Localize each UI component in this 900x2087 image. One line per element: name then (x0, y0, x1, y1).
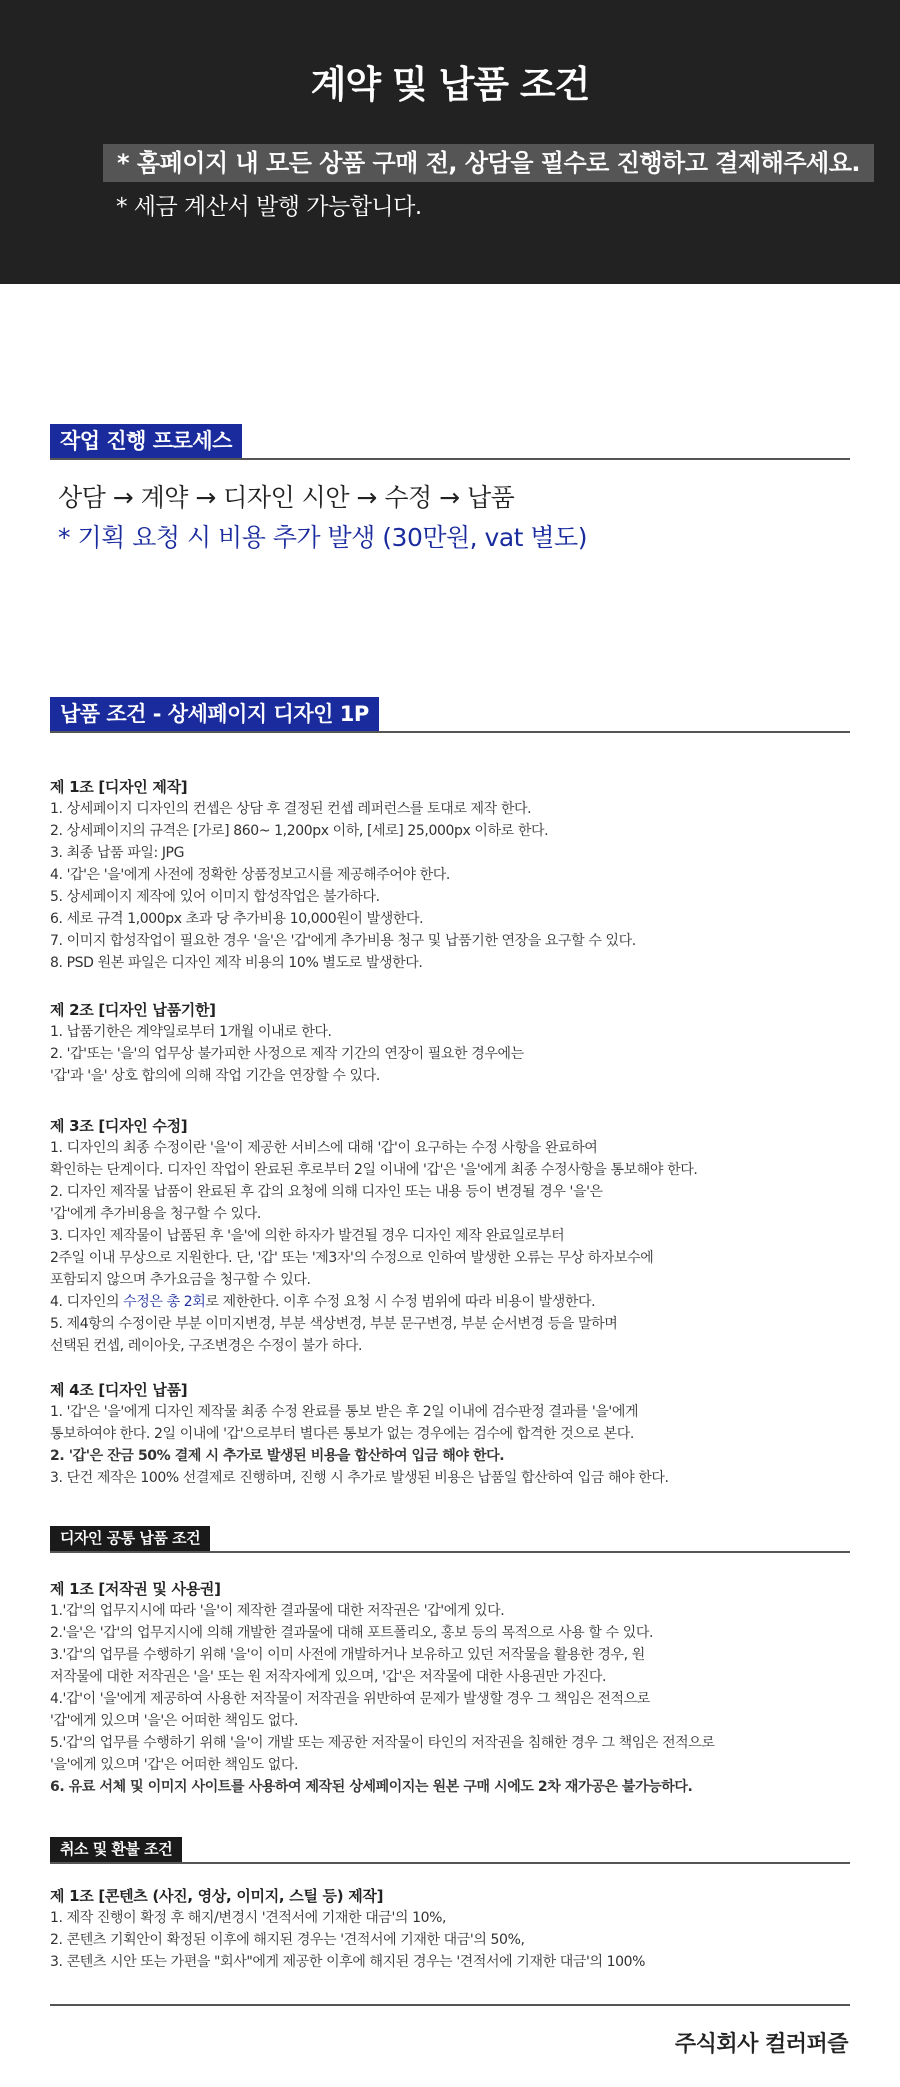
clause-line: 1. 납품기한은 계약일로부터 1개월 이내로 한다. (50, 1024, 332, 1040)
refund-section-heading (50, 1837, 850, 1864)
clause-line: 5. 제4항의 수정이란 부분 이미지변경, 부분 색상변경, 부분 문구변경, 부분 순서변경 등을 말하며 (50, 1316, 618, 1332)
process-flow (58, 478, 587, 558)
header-banner (0, 0, 900, 284)
page-title: 계약 및 납품 조건 (310, 63, 590, 106)
copyright-clause (50, 1578, 850, 1798)
revision-limit-prefix: 4. 디자인의 (50, 1294, 124, 1310)
clause-line: 3. 디자인 제작물이 납품된 후 '을'에 의한 하자가 발견될 경우 디자인 제작 완료일로부터 (50, 1228, 565, 1244)
clause-4-design-delivery (50, 1379, 850, 1489)
tax-invoice-notice: * 세금 계산서 발행 가능합니다. (116, 194, 422, 220)
clause-title: 제 1조 [저작권 및 사용권] (50, 1580, 221, 1598)
balance-payment-line: 2. '갑'은 잔금 50% 결제 시 추가로 발생된 비용을 합산하여 입금 해야 한다. (50, 1448, 505, 1464)
clause-line: 5. 상세페이지 제작에 있어 이미지 합성작업은 불가하다. (50, 889, 380, 905)
paid-font-notice-line: 6. 유료 서체 및 이미지 사이트를 사용하여 제작된 상세페이지는 원본 구매 시에도 2차 재가공은 불가능하다. (50, 1779, 693, 1795)
clause-line: 3. 콘텐츠 시안 또는 가편을 "회사"에게 제공한 이후에 해지된 경우는 '견적서에 기재한 대금'의 100% (50, 1954, 646, 1970)
clause-title: 제 2조 [디자인 납품기한] (50, 1001, 216, 1019)
clause-line: '을'에게 있으며 '갑'은 어떠한 책임도 없다. (50, 1757, 299, 1773)
clause-line: 3.'갑'의 업무를 수행하기 위해 '을'이 이미 사전에 개발하거나 보유하고 있던 저작물을 활용한 경우, 원 (50, 1647, 645, 1663)
process-steps: 상담 → 계약 → 디자인 시안 → 수정 → 납품 (58, 483, 515, 512)
refund-heading-label: 취소 및 환불 조건 (50, 1837, 182, 1862)
clause-line: 2. 디자인 제작물 납품이 완료된 후 갑의 요청에 의해 디자인 또는 내용 등이 변경될 경우 '을'은 (50, 1184, 603, 1200)
clause-line: 4. '갑'은 '을'에게 사전에 정확한 상품정보고시를 제공해주어야 한다. (50, 867, 450, 883)
clause-line: 4.'갑'이 '을'에게 제공하여 사용한 저작물이 저작권을 위반하여 문제가 발생할 경우 그 책임은 전적으로 (50, 1691, 650, 1707)
delivery-heading-label: 납품 조건 - 상세페이지 디자인 1P (50, 697, 379, 731)
process-section-heading (50, 424, 850, 460)
revision-limit-highlight: 수정은 총 2회 (123, 1294, 206, 1310)
clause-line: 1. '갑'은 '을'에게 디자인 제작물 최종 수정 완료를 통보 받은 후 2일 이내에 검수판정 결과를 '을'에게 (50, 1404, 639, 1420)
clause-line: 8. PSD 원본 파일은 디자인 제작 비용의 10% 별도로 발생한다. (50, 955, 423, 971)
clause-2-delivery-deadline (50, 999, 850, 1087)
revision-limit-suffix: 로 제한한다. 이후 수정 요청 시 수정 범위에 따라 비용이 발생한다. (205, 1294, 596, 1310)
clause-line: '갑'에게 추가비용을 청구할 수 있다. (50, 1206, 261, 1222)
clause-line: 선택된 컨셉, 레이아웃, 구조변경은 수정이 불가 하다. (50, 1338, 363, 1354)
clause-line: '갑'과 '을' 상호 합의에 의해 작업 기간을 연장할 수 있다. (50, 1068, 380, 1084)
consultation-notice: * 홈페이지 내 모든 상품 구매 전, 상담을 필수로 진행하고 결제해주세요. (103, 144, 874, 182)
clause-title: 제 1조 [디자인 제작] (50, 778, 188, 796)
clause-line: 1. 제작 진행이 확정 후 해지/변경시 '견적서에 기재한 대금'의 10%, (50, 1910, 447, 1926)
refund-clause (50, 1885, 850, 1973)
clause-line: 6. 세로 규격 1,000px 초과 당 추가비용 10,000원이 발생한다. (50, 911, 424, 927)
clause-title: 제 3조 [디자인 수정] (50, 1117, 188, 1135)
clause-line: 2. 콘텐츠 기획안이 확정된 이후에 해지된 경우는 '견적서에 기재한 대금'의 50%, (50, 1932, 525, 1948)
clause-line: 2. 상세페이지의 규격은 [가로] 860~ 1,200px 이하, [세로] 25,000px 이하로 한다. (50, 823, 549, 839)
revision-limit-line (50, 1291, 850, 1313)
process-heading-label: 작업 진행 프로세스 (50, 424, 242, 458)
clause-line: 통보하여야 한다. 2일 이내에 '갑'으로부터 별다른 통보가 없는 경우에는 검수에 합격한 것으로 본다. (50, 1426, 634, 1442)
clause-line: 3. 단건 제작은 100% 선결제로 진행하며, 진행 시 추가로 발생된 비용은 납품일 합산하여 입금 해야 한다. (50, 1470, 669, 1486)
clause-line: 1.'갑'의 업무지시에 따라 '을'이 제작한 결과물에 대한 저작권은 '갑'에게 있다. (50, 1603, 505, 1619)
delivery-section-heading (50, 697, 850, 733)
common-section-heading (50, 1526, 850, 1553)
clause-title: 제 1조 [콘텐츠 (사진, 영상, 이미지, 스틸 등) 제작] (50, 1887, 384, 1905)
clause-3-design-revision (50, 1115, 850, 1357)
clause-line: 3. 최종 납품 파일: JPG (50, 845, 185, 861)
clause-line: 확인하는 단계이다. 디자인 작업이 완료된 후로부터 2일 이내에 '갑'은 '을'에게 최종 수정사항을 통보해야 한다. (50, 1162, 698, 1178)
clause-line: 저작물에 대한 저작권은 '을' 또는 원 저작자에게 있으며, '갑'은 저작물에 대한 사용권만 가진다. (50, 1669, 607, 1685)
clause-line: 1. 디자인의 최종 수정이란 '을'이 제공한 서비스에 대해 '갑'이 요구하는 수정 사항을 완료하여 (50, 1140, 598, 1156)
footer-divider (50, 2004, 850, 2006)
planning-fee-note: * 기획 요청 시 비용 추가 발생 (30만원, vat 별도) (58, 523, 587, 552)
clause-line: 2.'을'은 '갑'의 업무지시에 의해 개발한 결과물에 대해 포트폴리오, 홍보 등의 목적으로 사용 할 수 있다. (50, 1625, 653, 1641)
clause-line: '갑'에게 있으며 '을'은 어떠한 책임도 없다. (50, 1713, 299, 1729)
clause-line: 1. 상세페이지 디자인의 컨셉은 상담 후 결정된 컨셉 레퍼런스를 토대로 제작 한다. (50, 801, 532, 817)
company-name: 주식회사 컬러퍼즐 (674, 2032, 848, 2057)
clause-line: 2주일 이내 무상으로 지원한다. 단, '갑' 또는 '제3자'의 수정으로 인하여 발생한 오류는 무상 하자보수에 (50, 1250, 654, 1266)
clause-line: 2. '갑'또는 '을'의 업무상 불가피한 사정으로 제작 기간의 연장이 필요한 경우에는 (50, 1046, 524, 1062)
clause-line: 포함되지 않으며 추가요금을 청구할 수 있다. (50, 1272, 311, 1288)
common-heading-label: 디자인 공통 납품 조건 (50, 1526, 210, 1551)
clause-line: 7. 이미지 합성작업이 필요한 경우 '을'은 '갑'에게 추가비용 청구 및 납품기한 연장을 요구할 수 있다. (50, 933, 636, 949)
clause-line: 5.'갑'의 업무를 수행하기 위해 '을'이 개발 또는 제공한 저작물이 타인의 저작권을 침해한 경우 그 책임은 전적으로 (50, 1735, 715, 1751)
clause-title: 제 4조 [디자인 납품] (50, 1381, 188, 1399)
clause-1-design-production (50, 776, 850, 974)
